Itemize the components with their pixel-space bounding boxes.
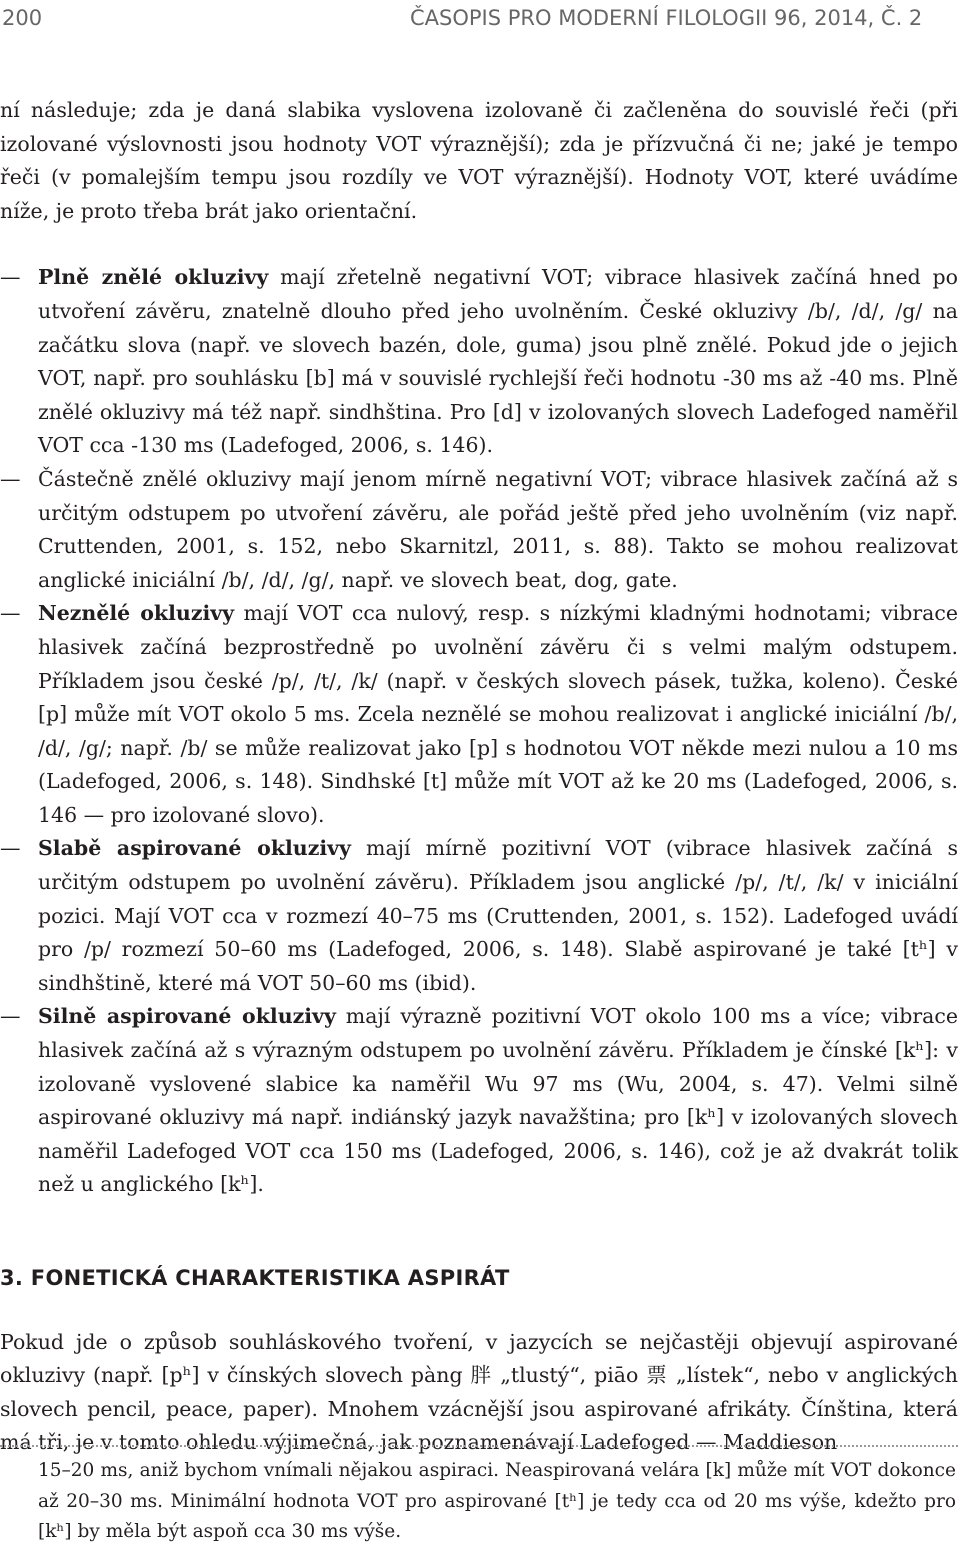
- list-item-text: mají zřetelně negativní VOT; vibrace hlasivek začíná hned po utvoření závěru, znatelně dlouho před jeho uvolněním. České okluzivy /b/, /d/, /g/ na začátku slova (např. ve slovech bazén, dole, guma) jsou plně znělé. Pokud jde o jejich VOT, např. pro souhlásku [b] má v souvislé rychlejší řeči hodnotu -30 ms až -40 ms. Plně znělé okluzivy má též např. sindhština. Pro [d] v izolovaných slovech Ladefoged naměřil VOT cca -130 ms (Ladefoged, 2006, s. 146).: [38, 265, 959, 458]
- list-dash: —: [0, 601, 21, 626]
- journal-title: ČASOPIS PRO MODERNÍ FILOLOGII 96, 2014, Č. 2: [410, 6, 923, 30]
- list-item-term: Neznělé okluzivy: [38, 601, 235, 626]
- list-item-term: Slabě aspirované okluzivy: [38, 836, 351, 861]
- list-item: [0, 597, 958, 832]
- list-dash: —: [0, 1004, 21, 1029]
- list-item-text: Částečně znělé okluzivy mají jenom mírně negativní VOT; vibrace hlasivek začíná až s určitým odstupem po utvoření závěru, ale pořád ještě před jeho uvolněním (viz např. Cruttenden, 2001, s. 152, nebo Skarnitzl, 2011, s. 88). Takto se mohou realizovat anglické iniciální /b/, /d/, /g/, např. ve slovech beat, dog, gate.: [38, 466, 958, 592]
- section-paragraph: Pokud jde o způsob souhláskového tvoření, v jazycích se nejčastěji objevují aspirované okluzivy (např. [pʰ] v čínských slovech pàng 胖 „tlustý“, piāo 票 „lístek“, nebo v anglických slovech pencil, peace, paper). Mnohem vzácnější jsou aspirované afrikáty. Čínština, která má tři, je v tomto ohledu výjimečná, jak poznamenávají Ladefoged — Maddieson: [0, 1329, 958, 1455]
- list-item: [0, 1000, 958, 1202]
- page-number: 200: [2, 6, 43, 30]
- stop-types-list: [0, 261, 958, 1202]
- list-item: [0, 832, 958, 1000]
- list-item: [0, 261, 958, 463]
- footnote-divider: [0, 1445, 958, 1447]
- list-item-text: mají mírně pozitivní VOT (vibrace hlasivek začíná s určitým odstupem po uvolnění závěru). Příkladem jsou anglické /p/, /t/, /k/ v iniciální pozici. Mají VOT cca v rozmezí 40–75 ms (Cruttenden, 2001, s. 152). Ladefoged uvádí pro /p/ rozmezí 50–60 ms (Ladefoged, 2006, s. 148). Slabě aspirované je také [tʰ] v sindhštině, které má VOT 50–60 ms (ibid).: [38, 836, 958, 995]
- running-head: [0, 6, 960, 36]
- intro-paragraph: ní následuje; zda je daná slabika vyslovena izolovaně či začleněna do souvislé řeči (při izolované výslovnosti jsou hodnoty VOT výraznější); zda je přízvučná či ne; jaké je tempo řeči (v pomalejším tempu jsou rozdíly ve VOT výraznější). Hodnoty VOT, které uvádíme níže, je proto třeba brát jako orientační.: [0, 98, 958, 223]
- list-item-text: mají výrazně pozitivní VOT okolo 100 ms a více; vibrace hlasivek začíná až s výrazným odstupem po uvolnění závěru. Příkladem je čínské [kʰ]: v izolovaně vyslovené slabice ka naměřil Wu 97 ms (Wu, 2004, s. 47). Velmi silně aspirované okluzivy má např. indiánský jazyk navažština; pro [kʰ] v izolovaných slovech naměřil Ladefoged VOT cca 150 ms (Ladefoged, 2006, s. 146), což je až dvakrát tolik než u anglického [kʰ].: [38, 1004, 958, 1197]
- section-heading: 3. FONETICKÁ CHARAKTERISTIKA ASPIRÁT: [0, 1266, 510, 1290]
- list-dash: —: [0, 265, 21, 290]
- list-item: [0, 463, 958, 597]
- list-item-term: Plně znělé okluzivy: [38, 265, 269, 290]
- footnote: 15–20 ms, aniž bychom vnímali nějakou aspiraci. Neaspirovaná velára [k] může mít VOT dokonce až 20–30 ms. Minimální hodnota VOT pro aspirované [tʰ] je tedy cca od 20 ms výše, kdežto pro [kʰ] by měla být aspoň cca 30 ms výše.: [38, 1460, 956, 1542]
- list-dash: —: [0, 466, 21, 491]
- list-dash: —: [0, 836, 21, 861]
- list-item-text: mají VOT cca nulový, resp. s nízkými kladnými hodnotami; vibrace hlasivek začíná bezprostředně po uvolnění závěru či s velmi malým odstupem. Příkladem jsou české /p/, /t/, /k/ (např. v českých slovech pásek, tužka, koleno). České [p] může mít VOT okolo 5 ms. Zcela neznělé se mohou realizovat i anglické iniciální /b/, /d/, /g/; např. /b/ se může realizovat jako [p] s hodnotou VOT někde mezi nulou a 10 ms (Ladefoged, 2006, s. 148). Sindhské [t] může mít VOT až ke 20 ms (Ladefoged, 2006, s. 146 — pro izolované slovo).: [38, 601, 958, 827]
- main-text: [0, 94, 958, 1460]
- list-item-term: Silně aspirované okluzivy: [38, 1004, 336, 1029]
